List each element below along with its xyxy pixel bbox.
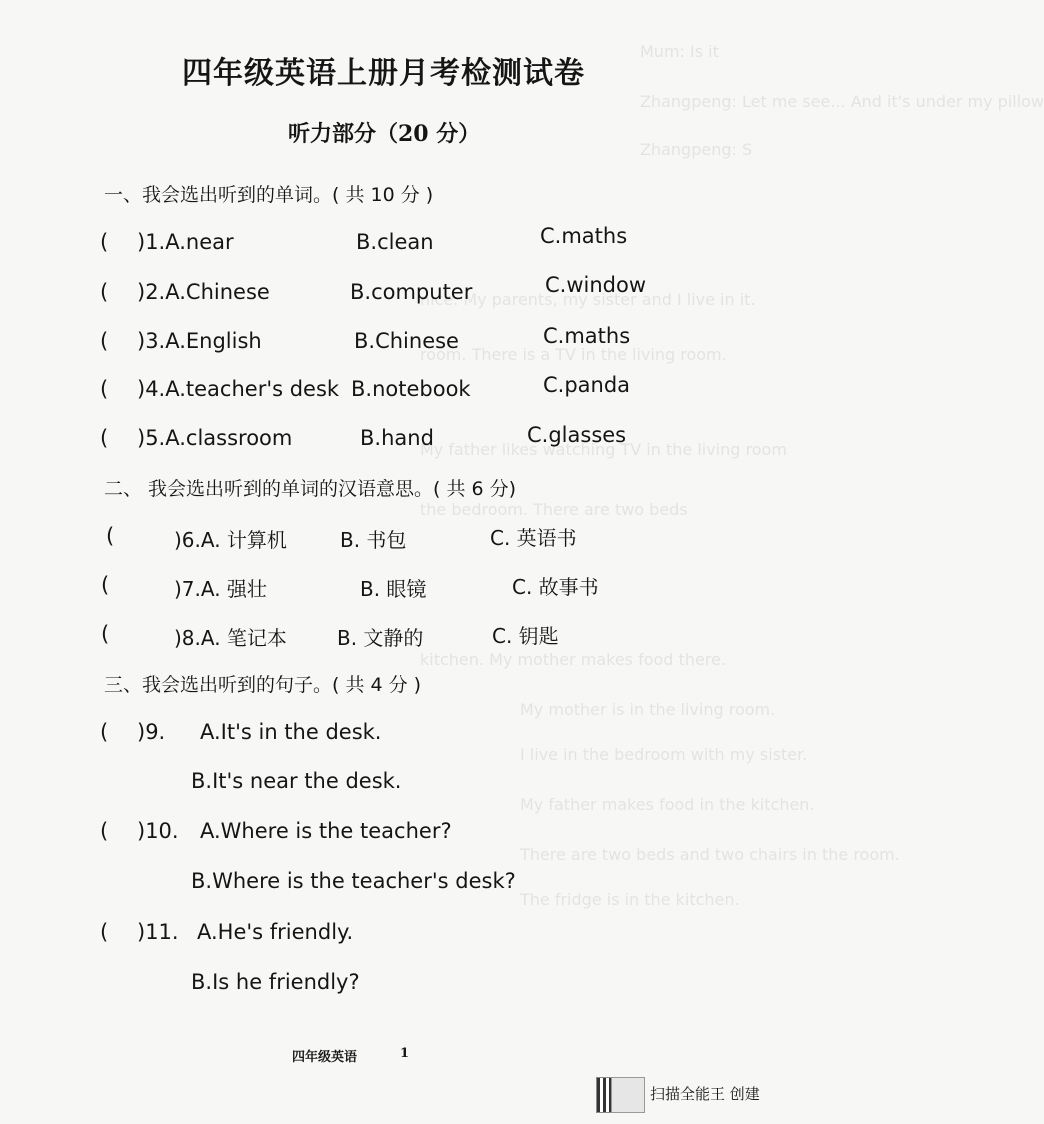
- option-a: )3.A.English: [137, 329, 262, 353]
- option-a: )6.A. 计算机: [174, 528, 287, 552]
- answer-blank[interactable]: (: [100, 377, 109, 401]
- option-b: B.Is he friendly?: [191, 970, 360, 994]
- option-b: B.Where is the teacher's desk?: [191, 869, 516, 893]
- answer-blank[interactable]: (: [100, 230, 109, 254]
- scanner-logo-icon: [611, 1077, 645, 1113]
- option-c: C. 故事书: [512, 575, 599, 599]
- option-a: )1.A.near: [137, 230, 234, 254]
- option-b: B.computer: [350, 280, 473, 304]
- option-b: B. 眼镜: [360, 577, 427, 601]
- option-a: A.Where is the teacher?: [200, 819, 452, 843]
- option-a: )5.A.classroom: [137, 426, 293, 450]
- option-c: C.maths: [540, 224, 628, 248]
- answer-blank[interactable]: (: [100, 280, 109, 304]
- answer-blank[interactable]: (: [100, 720, 109, 744]
- option-c: C.panda: [543, 373, 631, 397]
- answer-blank[interactable]: (: [101, 573, 110, 597]
- section-heading-2: 二、 我会选出听到的单词的汉语意思。( 共 6 分): [104, 478, 517, 500]
- option-c: C. 英语书: [490, 526, 577, 550]
- footer-page-number: 1: [400, 1046, 410, 1061]
- answer-blank[interactable]: (: [100, 920, 109, 944]
- option-a: )8.A. 笔记本: [174, 626, 287, 650]
- question-number: )9.: [137, 720, 166, 744]
- answer-blank[interactable]: (: [101, 622, 110, 646]
- answer-blank[interactable]: (: [100, 819, 109, 843]
- option-c: C.window: [545, 273, 647, 297]
- question-number: )11.: [137, 920, 179, 944]
- option-b: B.Chinese: [354, 329, 459, 353]
- option-b: B.hand: [360, 426, 434, 450]
- answer-blank[interactable]: (: [106, 524, 115, 548]
- option-a: )2.A.Chinese: [137, 280, 270, 304]
- option-b: B.clean: [356, 230, 434, 254]
- option-b: B. 书包: [340, 528, 407, 552]
- page-title: 四年级英语上册月考检测试卷: [182, 56, 585, 91]
- option-a: )4.A.teacher's desk: [137, 377, 340, 401]
- option-b: B. 文静的: [337, 626, 424, 650]
- option-b: B.It's near the desk.: [191, 769, 402, 793]
- section-heading-3: 三、我会选出听到的句子。( 共 4 分 ): [104, 674, 422, 696]
- answer-blank[interactable]: (: [100, 329, 109, 353]
- option-a: A.It's in the desk.: [200, 720, 382, 744]
- answer-blank[interactable]: (: [100, 426, 109, 450]
- footer-label: 四年级英语: [292, 1050, 358, 1065]
- option-a: )7.A. 强壮: [174, 577, 267, 601]
- section-heading-1: 一、我会选出听到的单词。( 共 10 分 ): [104, 184, 434, 206]
- section-subtitle: 听力部分（20 分）: [288, 121, 481, 147]
- option-a: A.He's friendly.: [197, 920, 354, 944]
- option-b: B.notebook: [351, 377, 471, 401]
- option-c: C.maths: [543, 324, 631, 348]
- scanner-watermark: 扫描全能王 创建: [650, 1085, 760, 1103]
- option-c: C.glasses: [527, 423, 627, 447]
- question-number: )10.: [137, 819, 179, 843]
- option-c: C. 钥匙: [492, 624, 559, 648]
